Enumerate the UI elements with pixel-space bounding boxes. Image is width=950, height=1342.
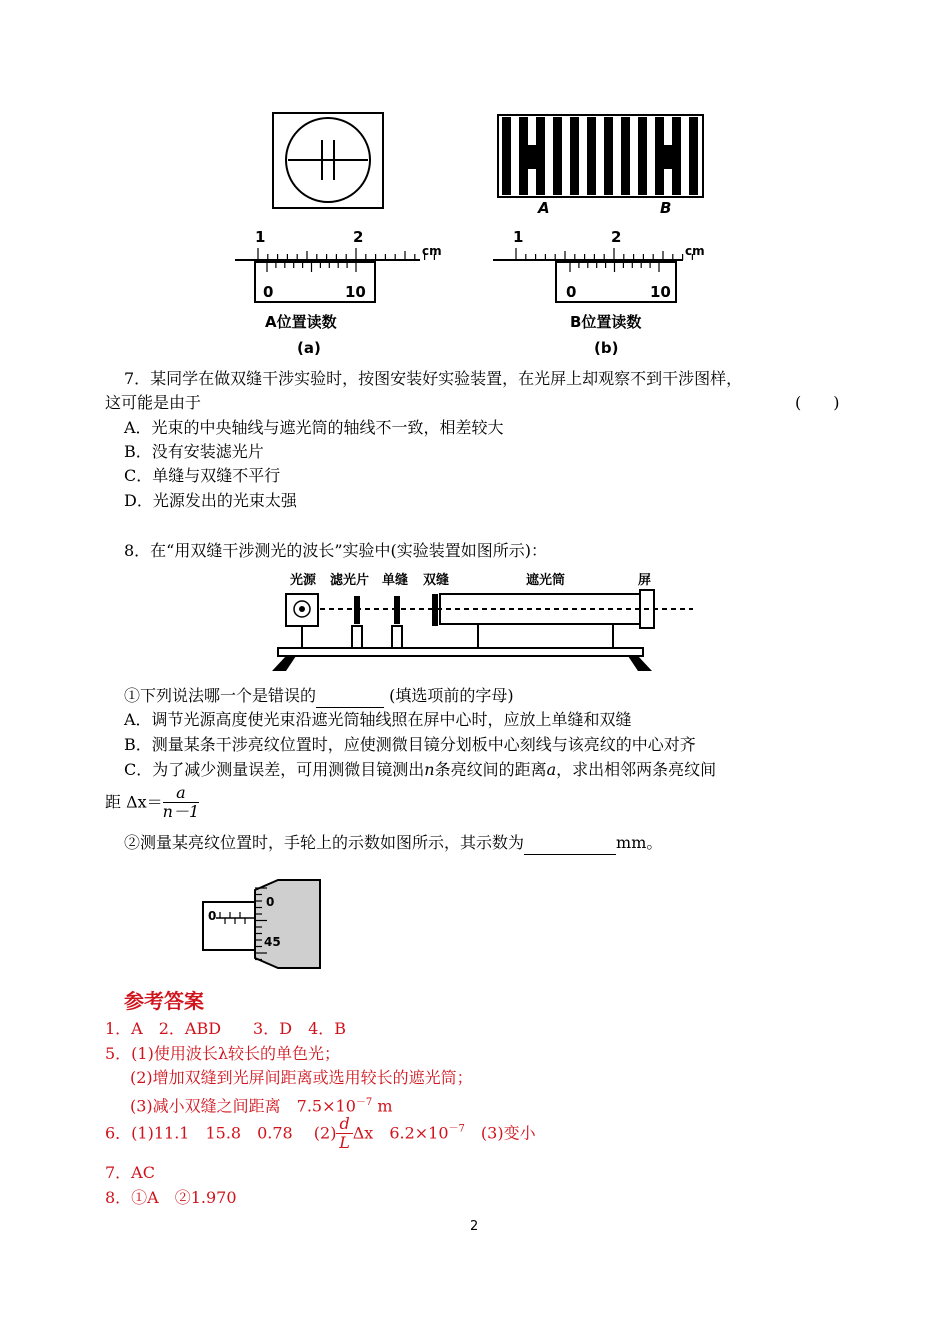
q8-option-c-part1: C．为了减少测量误差，可用测微目镜测出 — [124, 760, 425, 779]
q7-stem-2: 这可能是由于 — [105, 393, 202, 412]
q8-option-b: B．测量某条干涉亮纹位置时，应使测微目镜分划板中心刻线与该亮纹的中心对齐 — [124, 735, 696, 754]
label-screen: 屏 — [638, 573, 652, 588]
caption-b: B位置读数 — [570, 313, 642, 331]
scale-label-1: 1 — [513, 228, 524, 246]
answer-line-7: 7．AC — [105, 1163, 155, 1182]
fraction — [163, 784, 200, 821]
q8-stem: 8．在“用双缝干涉测光的波长”实验中(实验装置如图所示)： — [124, 541, 548, 560]
answer-line-5-2: (2)增加双缝到光屏间距离或选用较长的遮光筒； — [130, 1068, 473, 1087]
q8-option-c-part3: ，求出相邻两条亮纹间 — [556, 760, 717, 779]
unit-label: cm — [422, 244, 442, 258]
answer-blank-1[interactable] — [316, 685, 384, 708]
fringe-bar — [604, 117, 613, 195]
q8-sub2 — [124, 832, 662, 855]
q8-option-c-line2 — [105, 784, 199, 824]
answer-line-8: 8．①A ②1.970 — [105, 1188, 237, 1207]
q8-sub2-unit: mm。 — [616, 833, 663, 852]
answer-6-text-2: Δx 6.2×10 — [352, 1123, 449, 1143]
q8-option-a: A．调节光源高度使光束沿遮光筒轴线照在屏中心时，应放上单缝和双缝 — [124, 710, 632, 729]
fraction-numerator: a — [163, 784, 200, 803]
fringe-bar — [570, 117, 579, 195]
caption-a: A位置读数 — [265, 313, 337, 331]
scale-label-1: 1 — [255, 228, 266, 246]
fringe-bar — [689, 117, 698, 195]
label-tube: 遮光筒 — [526, 573, 566, 588]
answer-6-den: L — [339, 1133, 350, 1152]
delta-x-label: 距 Δx＝ — [105, 792, 163, 812]
answers-title: 参考答案 — [124, 989, 204, 1013]
sub-label-a: (a) — [297, 339, 321, 357]
answer-6-fraction — [336, 1115, 352, 1152]
q8-sub1-text: ①下列说法哪一个是错误的 — [124, 686, 317, 705]
label-light-source: 光源 — [290, 573, 317, 588]
fringe-bar — [621, 117, 630, 195]
q8-sub2-text: ②测量某亮纹位置时，手轮上的示数如图所示，其示数为 — [124, 833, 525, 852]
micrometer-figure — [198, 876, 328, 971]
answer-line-1: 1．A 2．ABD 3．D 4．B — [105, 1019, 347, 1038]
label-double-slit: 双缝 — [423, 573, 450, 588]
answer-line-5-3 — [130, 1092, 393, 1117]
thimble-label-45: 45 — [264, 935, 281, 949]
q8-option-c — [124, 759, 716, 781]
vernier-label-0: 0 — [566, 283, 577, 301]
slit-label-a: A — [538, 199, 550, 217]
q8-sub1 — [124, 685, 514, 708]
answer-6-exp: －7 — [448, 1123, 465, 1135]
sub-label-b: (b) — [594, 339, 619, 357]
sleeve-label-0: 0 — [208, 909, 217, 923]
apparatus-figure — [268, 566, 698, 678]
var-n: n — [424, 760, 435, 779]
vernier-label-10: 10 — [345, 283, 366, 301]
q7-option-c: C．单缝与双缝不平行 — [124, 466, 281, 485]
figure-a — [225, 105, 445, 360]
answer-5-3-text: (3)减小双缝之间距离 7.5×10 — [130, 1096, 356, 1116]
fringe-bar — [587, 117, 596, 195]
label-filter: 滤光片 — [330, 573, 370, 588]
answer-5-3-unit: m — [372, 1096, 393, 1116]
page-number: 2 — [470, 1219, 479, 1234]
thimble-label-0: 0 — [266, 895, 275, 909]
q7-option-d: D．光源发出的光束太强 — [124, 491, 297, 510]
var-a: a — [546, 760, 557, 779]
vernier-label-0: 0 — [263, 283, 274, 301]
fraction-denominator: n－1 — [162, 802, 200, 821]
answer-6-text: 6．(1)11.1 15.8 0.78 (2) — [105, 1123, 337, 1143]
fringe-bar — [638, 117, 647, 195]
q7-option-a: A．光束的中央轴线与遮光筒的轴线不一致，相差较大 — [124, 418, 504, 437]
fringe-bar — [502, 117, 511, 195]
figure-b — [488, 105, 718, 360]
q7-paren: ( ) — [795, 393, 840, 412]
scale-label-2: 2 — [353, 228, 364, 246]
answer-line-6 — [105, 1115, 536, 1157]
slit-label-b: B — [660, 199, 672, 217]
q8-sub1-hint: (填选项前的字母) — [389, 686, 514, 705]
scale-label-2: 2 — [611, 228, 622, 246]
answer-6-num: d — [336, 1115, 352, 1134]
fringe-bar — [553, 117, 562, 195]
label-single-slit: 单缝 — [382, 573, 409, 588]
q7-stem-1: 7．某同学在做双缝干涉实验时，按图安装好实验装置，在光屏上却观察不到干涉图样， — [124, 369, 743, 388]
q8-option-c-part2: 条亮纹间的距离 — [434, 760, 547, 779]
answer-blank-2[interactable] — [524, 832, 616, 855]
answer-line-5-1: 5．(1)使用波长λ较长的单色光； — [105, 1044, 340, 1063]
answer-6-text-3: (3)变小 — [464, 1123, 536, 1143]
answer-5-3-exp: －7 — [355, 1097, 373, 1108]
unit-label: cm — [685, 244, 705, 258]
vernier-label-10: 10 — [650, 283, 671, 301]
q7-option-b: B．没有安装滤光片 — [124, 442, 264, 461]
